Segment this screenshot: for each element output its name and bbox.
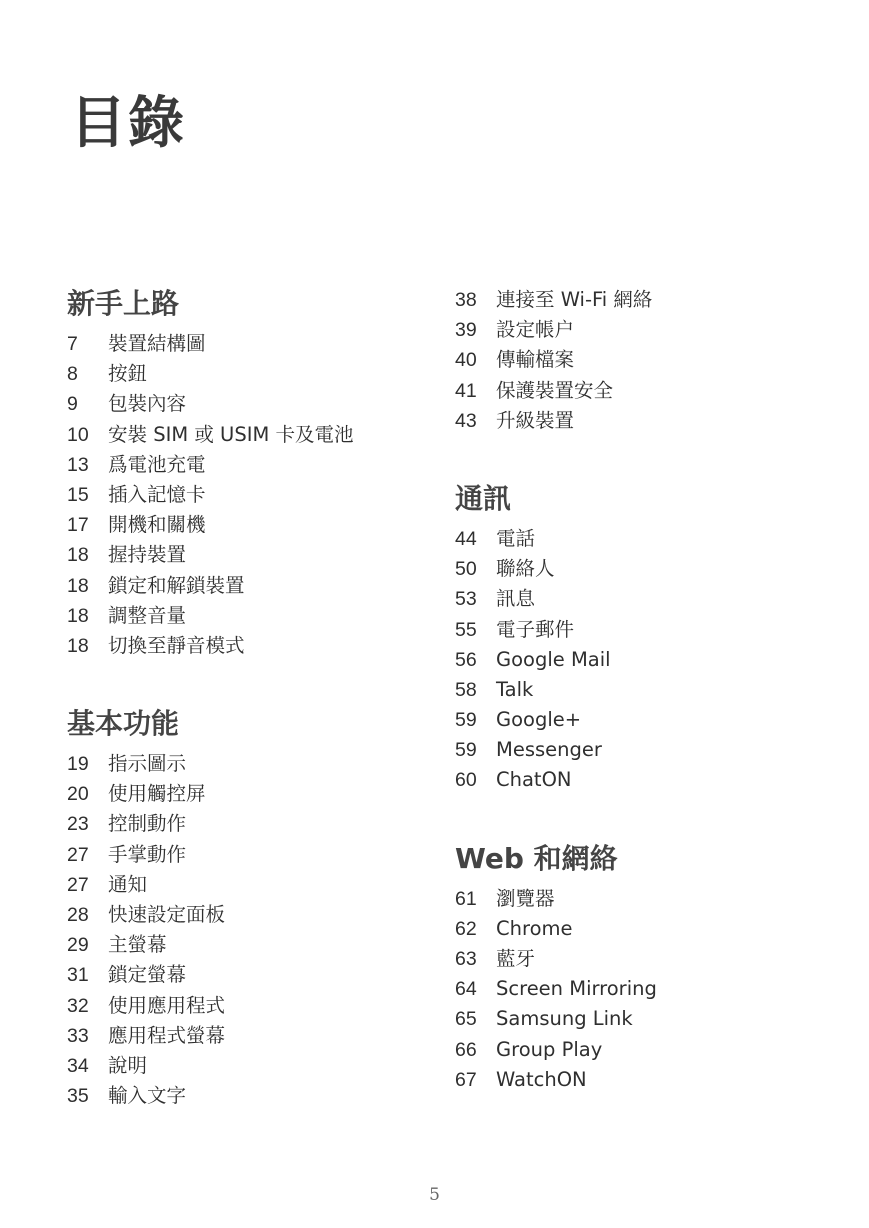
toc-entry[interactable]: [67, 930, 427, 960]
toc-entry[interactable]: [455, 705, 815, 735]
toc-entry-title: 使用觸控屏: [108, 782, 206, 806]
toc-entry[interactable]: [67, 329, 427, 359]
toc-entry-title: 快速設定面板: [108, 903, 226, 926]
toc-entry-page: 43: [455, 409, 477, 432]
toc-entry-page: 33: [67, 1024, 89, 1047]
section-heading: 新手上路: [67, 287, 180, 320]
toc-entry[interactable]: [455, 554, 815, 584]
toc-entry-title: 使用應用程式: [108, 993, 226, 1017]
toc-entry[interactable]: [67, 601, 427, 631]
toc-entry-title: 瀏覽器: [496, 886, 555, 910]
toc-entry-title: 鎖定螢幕: [108, 963, 187, 987]
toc-entry-page: 50: [455, 558, 477, 581]
toc-entry-title: 開機和關機: [108, 513, 206, 537]
toc-entry-title: Screen Mirroring: [496, 977, 657, 1001]
toc-entry-title: 傳輸檔案: [496, 348, 575, 372]
toc-entry-page: 34: [67, 1054, 89, 1077]
toc-entry-title: 聯絡人: [496, 557, 555, 581]
toc-section: [455, 482, 815, 796]
toc-entry-page: 58: [455, 678, 477, 701]
toc-entry[interactable]: [455, 406, 815, 436]
toc-entry-page: 66: [455, 1038, 477, 1061]
toc-entry-title: 指示圖示: [108, 752, 187, 776]
toc-section: [67, 287, 427, 661]
toc-entry[interactable]: [67, 1081, 427, 1111]
toc-entry-page: 32: [67, 994, 89, 1017]
toc-entry-page: 19: [67, 753, 89, 776]
toc-entry[interactable]: [455, 1065, 815, 1095]
toc-section: [455, 842, 815, 1095]
toc-entry[interactable]: [455, 584, 815, 614]
section-heading: Web 和網絡: [455, 841, 618, 875]
toc-entry-title: 握持裝置: [108, 543, 187, 567]
toc-entry-page: 61: [455, 887, 477, 910]
toc-entry[interactable]: [67, 480, 427, 510]
toc-entry[interactable]: [455, 645, 815, 675]
toc-entry-page: 9: [67, 393, 78, 416]
toc-entry-page: 15: [67, 483, 89, 506]
toc-entry-page: 67: [455, 1068, 477, 1091]
toc-entry[interactable]: [67, 540, 427, 570]
toc-entry-page: 10: [67, 423, 89, 446]
toc-entry[interactable]: [67, 840, 427, 870]
toc-entry-page: 53: [455, 588, 477, 611]
toc-left-column: [67, 287, 427, 1157]
toc-section: [455, 285, 815, 436]
toc-entry[interactable]: [455, 765, 815, 795]
toc-entry-page: 62: [455, 917, 477, 940]
toc-entry[interactable]: [67, 389, 427, 419]
toc-entry-page: 35: [67, 1085, 89, 1108]
toc-entry-title: 應用程式螢幕: [108, 1023, 226, 1047]
toc-entry[interactable]: [455, 735, 815, 765]
toc-entry-title: Chrome: [496, 916, 573, 940]
toc-entry-page: 28: [67, 904, 89, 926]
toc-entry-title: 控制動作: [108, 812, 187, 836]
toc-entry[interactable]: [455, 974, 815, 1004]
toc-entry-page: 44: [455, 527, 477, 550]
toc-entry-title: 電子郵件: [496, 617, 575, 641]
toc-entry-page: 41: [455, 379, 477, 402]
toc-entry[interactable]: [455, 615, 815, 645]
toc-entry-page: 39: [455, 319, 477, 342]
toc-entry[interactable]: [455, 1004, 815, 1034]
toc-entry-page: 59: [455, 739, 477, 762]
page-number: 5: [429, 1185, 440, 1205]
toc-entry-page: 65: [455, 1008, 477, 1031]
toc-entry-title: 切換至靜音模式: [108, 633, 245, 657]
toc-entry-page: 64: [455, 978, 477, 1001]
toc-entry[interactable]: [455, 345, 815, 375]
toc-entry-title: 安裝 SIM 或 USIM 卡及電池: [108, 422, 354, 446]
toc-entry[interactable]: [67, 359, 427, 389]
toc-entry[interactable]: [455, 315, 815, 345]
toc-right-column: [455, 287, 815, 1141]
toc-entry-title: 手掌動作: [108, 842, 187, 866]
page-title: 目錄: [70, 91, 186, 156]
toc-entry-title: Talk: [496, 677, 534, 701]
toc-entry[interactable]: [455, 524, 815, 554]
toc-entry-page: 8: [67, 363, 78, 386]
toc-entry[interactable]: [455, 914, 815, 944]
toc-entry-title: 連接至 Wi-Fi 網絡: [496, 288, 653, 311]
toc-entry-page: 59: [455, 709, 477, 732]
toc-entry[interactable]: [67, 571, 427, 601]
toc-entry-page: 29: [67, 934, 89, 957]
toc-entry-page: 7: [67, 333, 78, 355]
toc-entry[interactable]: [455, 944, 815, 974]
toc-entry-page: 56: [455, 648, 477, 671]
toc-entry-title: 裝置結構圖: [108, 332, 206, 355]
toc-entry[interactable]: [67, 510, 427, 540]
toc-entry-title: 藍牙: [496, 947, 536, 970]
toc-entry-title: 輸入文字: [108, 1084, 187, 1108]
toc-entry-title: 鎖定和解鎖裝置: [108, 573, 245, 597]
toc-entry-page: 55: [455, 618, 477, 641]
toc-entry-page: 31: [67, 964, 89, 987]
toc-entry[interactable]: [455, 1035, 815, 1065]
toc-entry-title: 插入記憶卡: [108, 482, 206, 506]
toc-entry-page: 38: [455, 289, 477, 311]
toc-entry-page: 13: [67, 453, 89, 476]
toc-entry-page: 23: [67, 813, 89, 836]
section-heading: 基本功能: [67, 707, 180, 741]
toc-entry[interactable]: [455, 376, 815, 406]
toc-entry-title: 設定帳户: [496, 318, 575, 342]
toc-entry-title: ChatON: [496, 768, 572, 792]
toc-entry-title: Group Play: [496, 1037, 603, 1061]
toc-entry-title: WatchON: [496, 1067, 587, 1091]
toc-entry-title: 通知: [108, 872, 148, 896]
toc-entry-title: 升級裝置: [496, 408, 575, 432]
toc-entry[interactable]: [67, 631, 427, 661]
toc-entry-title: 主螢幕: [108, 933, 167, 957]
section-heading: 通訊: [455, 481, 512, 515]
toc-entry[interactable]: [67, 450, 427, 480]
toc-entry[interactable]: [67, 991, 427, 1021]
toc-entry[interactable]: [67, 749, 427, 779]
toc-entry[interactable]: [67, 1051, 427, 1081]
toc-entry-page: 27: [67, 843, 89, 866]
toc-entry-title: 包裝內容: [108, 392, 187, 416]
toc-entry-page: 40: [455, 349, 477, 372]
toc-entry[interactable]: [67, 809, 427, 839]
toc-entry-page: 18: [67, 574, 89, 597]
toc-entry-page: 18: [67, 604, 89, 627]
toc-entry[interactable]: [455, 285, 815, 315]
toc-entry[interactable]: [67, 900, 427, 930]
toc-entry[interactable]: [67, 1021, 427, 1051]
toc-entry[interactable]: [455, 675, 815, 705]
toc-entry[interactable]: [67, 960, 427, 990]
toc-entry-title: 保護裝置安全: [496, 378, 614, 402]
toc-entry[interactable]: [67, 420, 427, 450]
toc-entry-page: 60: [455, 769, 477, 792]
toc-entry-title: Google+: [496, 708, 582, 732]
toc-entry-title: 調整音量: [108, 603, 187, 627]
toc-entry[interactable]: [67, 870, 427, 900]
toc-entry-title: 說明: [108, 1053, 148, 1077]
toc-entry-page: 27: [67, 873, 89, 896]
toc-section: [67, 707, 427, 1111]
toc-entry-title: 電話: [496, 526, 536, 550]
toc-entry-page: 63: [455, 948, 477, 970]
toc-entry-title: 爲電池充電: [108, 452, 206, 476]
toc-entry-title: Google Mail: [496, 647, 611, 671]
toc-entry-title: Samsung Link: [496, 1007, 633, 1031]
toc-entry-title: 按鈕: [108, 362, 148, 386]
toc-entry-title: Messenger: [496, 738, 602, 762]
toc-entry-page: 18: [67, 634, 89, 657]
toc-entry-page: 17: [67, 514, 89, 537]
toc-entry-page: 18: [67, 544, 89, 567]
toc-entry-title: 訊息: [496, 587, 536, 611]
toc-entry[interactable]: [455, 884, 815, 914]
toc-entry[interactable]: [67, 779, 427, 809]
toc-entry-page: 20: [67, 783, 89, 806]
